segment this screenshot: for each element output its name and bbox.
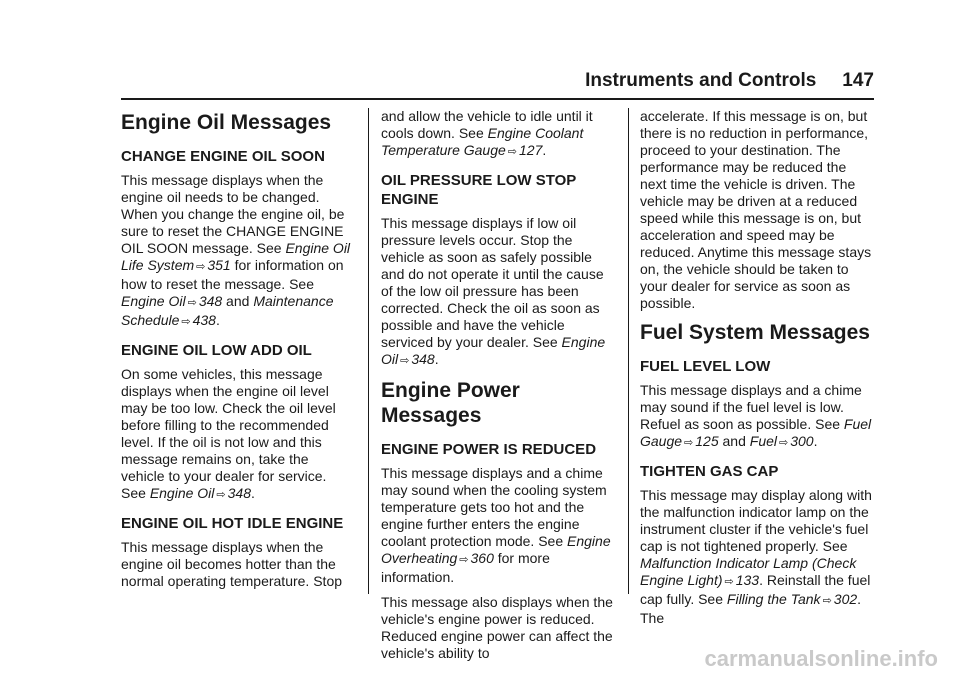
cross-reference-link[interactable]: Engine Oil ⇨ 348 [121,293,223,309]
paragraph: This message also displays when the vehicle's engine power is reduced. Reduced engine power can affect the vehicle's ability to [381,594,613,661]
message-heading: OIL PRESSURE LOW STOP ENGINE [381,172,577,208]
column-3 [640,108,872,635]
header-rule [121,98,874,100]
message-heading: CHANGE ENGINE OIL SOON [121,148,325,165]
column-2 [381,108,613,670]
cross-reference-link[interactable]: Filling the Tank ⇨ 302 [726,591,858,607]
message-heading: FUEL LEVEL LOW [640,358,771,375]
column-1 [121,104,353,598]
paragraph: accelerate. If this message is on, but there is no reduction in performance, proceed to your destination. The performance may be reduced the next time the vehicle is driven. The vehicle may be driven at a reduced speed while this message is on, but acceleration and speed may be reduced. Anytime this message stays on, the vehicle should be taken to your dealer for service as soon as possible. [640,108,872,311]
arrow-icon: ⇨ [181,316,191,328]
arrow-icon: ⇨ [400,355,410,367]
cross-reference-link[interactable]: Engine Oil ⇨ 348 [149,485,251,501]
paragraph: On some vehicles, this message displays when the engine oil level may be too low. Check the oil level before filling to the recommended level. If the oil is not low and this message remains on, take the vehicle to your dealer for service. See Engine Oil ⇨ 348. [121,366,336,501]
section-heading: Engine Power Messages [381,379,520,427]
section-title: Instruments and Controls [585,70,817,91]
paragraph: This message displays if low oil pressure levels occur. Stop the vehicle as soon as safely possible and do not operate it until the cause of the low oil pressure has been corrected. Check the oil as soon as possible and have the vehicle serviced by your dealer. See Engine Oil ⇨ 348. [381,215,606,367]
arrow-icon: ⇨ [507,146,518,158]
page-number: 147 [842,70,874,91]
column-divider [368,108,369,594]
message-heading: TIGHTEN GAS CAP [640,463,779,480]
page-header [585,70,874,92]
paragraph: This message displays when the engine oil becomes hotter than the normal operating temperature. Stop [121,539,343,589]
paragraph: This message displays and a chime may sound when the cooling system temperature gets too hot and the engine further enters the engine coolant protection mode. See Engine Overheating ⇨ 360 for more information. [381,465,611,585]
arrow-icon: ⇨ [187,297,197,309]
paragraph: This message displays and a chime may sound if the fuel level is low. Refuel as soon as possible. See Fuel Gauge ⇨ 125 and Fuel ⇨ 300. [640,382,872,449]
arrow-icon: ⇨ [779,437,789,449]
arrow-icon: ⇨ [216,489,226,501]
cross-reference-link[interactable]: Engine Coolant Temperature Gauge ⇨ 127 [381,125,584,158]
watermark: carmanualsonline.info [704,646,938,671]
section-heading: Engine Oil Messages [121,111,332,134]
arrow-icon: ⇨ [459,554,469,566]
cross-reference-link[interactable]: Malfunction Indicator Lamp (Check Engine Light) ⇨ 133 [640,555,857,588]
cross-reference-link[interactable]: Engine Overheating ⇨ 360 [381,533,611,566]
column-divider [628,108,629,594]
paragraph: and allow the vehicle to idle until it cools down. See Engine Coolant Temperature Gauge ⇨ 127. [381,108,593,158]
arrow-icon: ⇨ [822,595,832,607]
paragraph: This message may display along with the malfunction indicator lamp on the instrument cluster if the vehicle's fuel cap is not tightened properly. See Malfunction Indicator Lamp (Check Engine Light) ⇨ 133. Reinstall the fuel cap fully. See Filling the Tank ⇨ 302. The [640,487,872,626]
paragraph: This message displays when the engine oil needs to be changed. When you change the engine oil, be sure to reset the CHANGE ENGINE OIL SOON message. See Engine Oil Life System ⇨ 351 for information on how to reset the message. See Engine Oil ⇨ 348 and Maintenance Schedule ⇨ 438. [121,172,351,328]
message-heading: ENGINE OIL LOW ADD OIL [121,342,312,359]
message-heading: ENGINE OIL HOT IDLE ENGINE [121,515,344,532]
message-heading: ENGINE POWER IS REDUCED [381,441,597,458]
arrow-icon: ⇨ [196,261,206,273]
arrow-icon: ⇨ [684,437,694,449]
cross-reference-link[interactable]: Engine Oil ⇨ 348 [381,334,606,367]
cross-reference-link[interactable]: Fuel Gauge ⇨ 125 [640,416,872,449]
cross-reference-link[interactable]: Engine Oil Life System ⇨ 351 [121,240,351,273]
cross-reference-link[interactable]: Maintenance Schedule ⇨ 438 [121,293,334,328]
section-heading: Fuel System Messages [640,321,870,344]
cross-reference-link[interactable]: Fuel ⇨ 300 [749,433,814,449]
arrow-icon: ⇨ [724,576,734,588]
